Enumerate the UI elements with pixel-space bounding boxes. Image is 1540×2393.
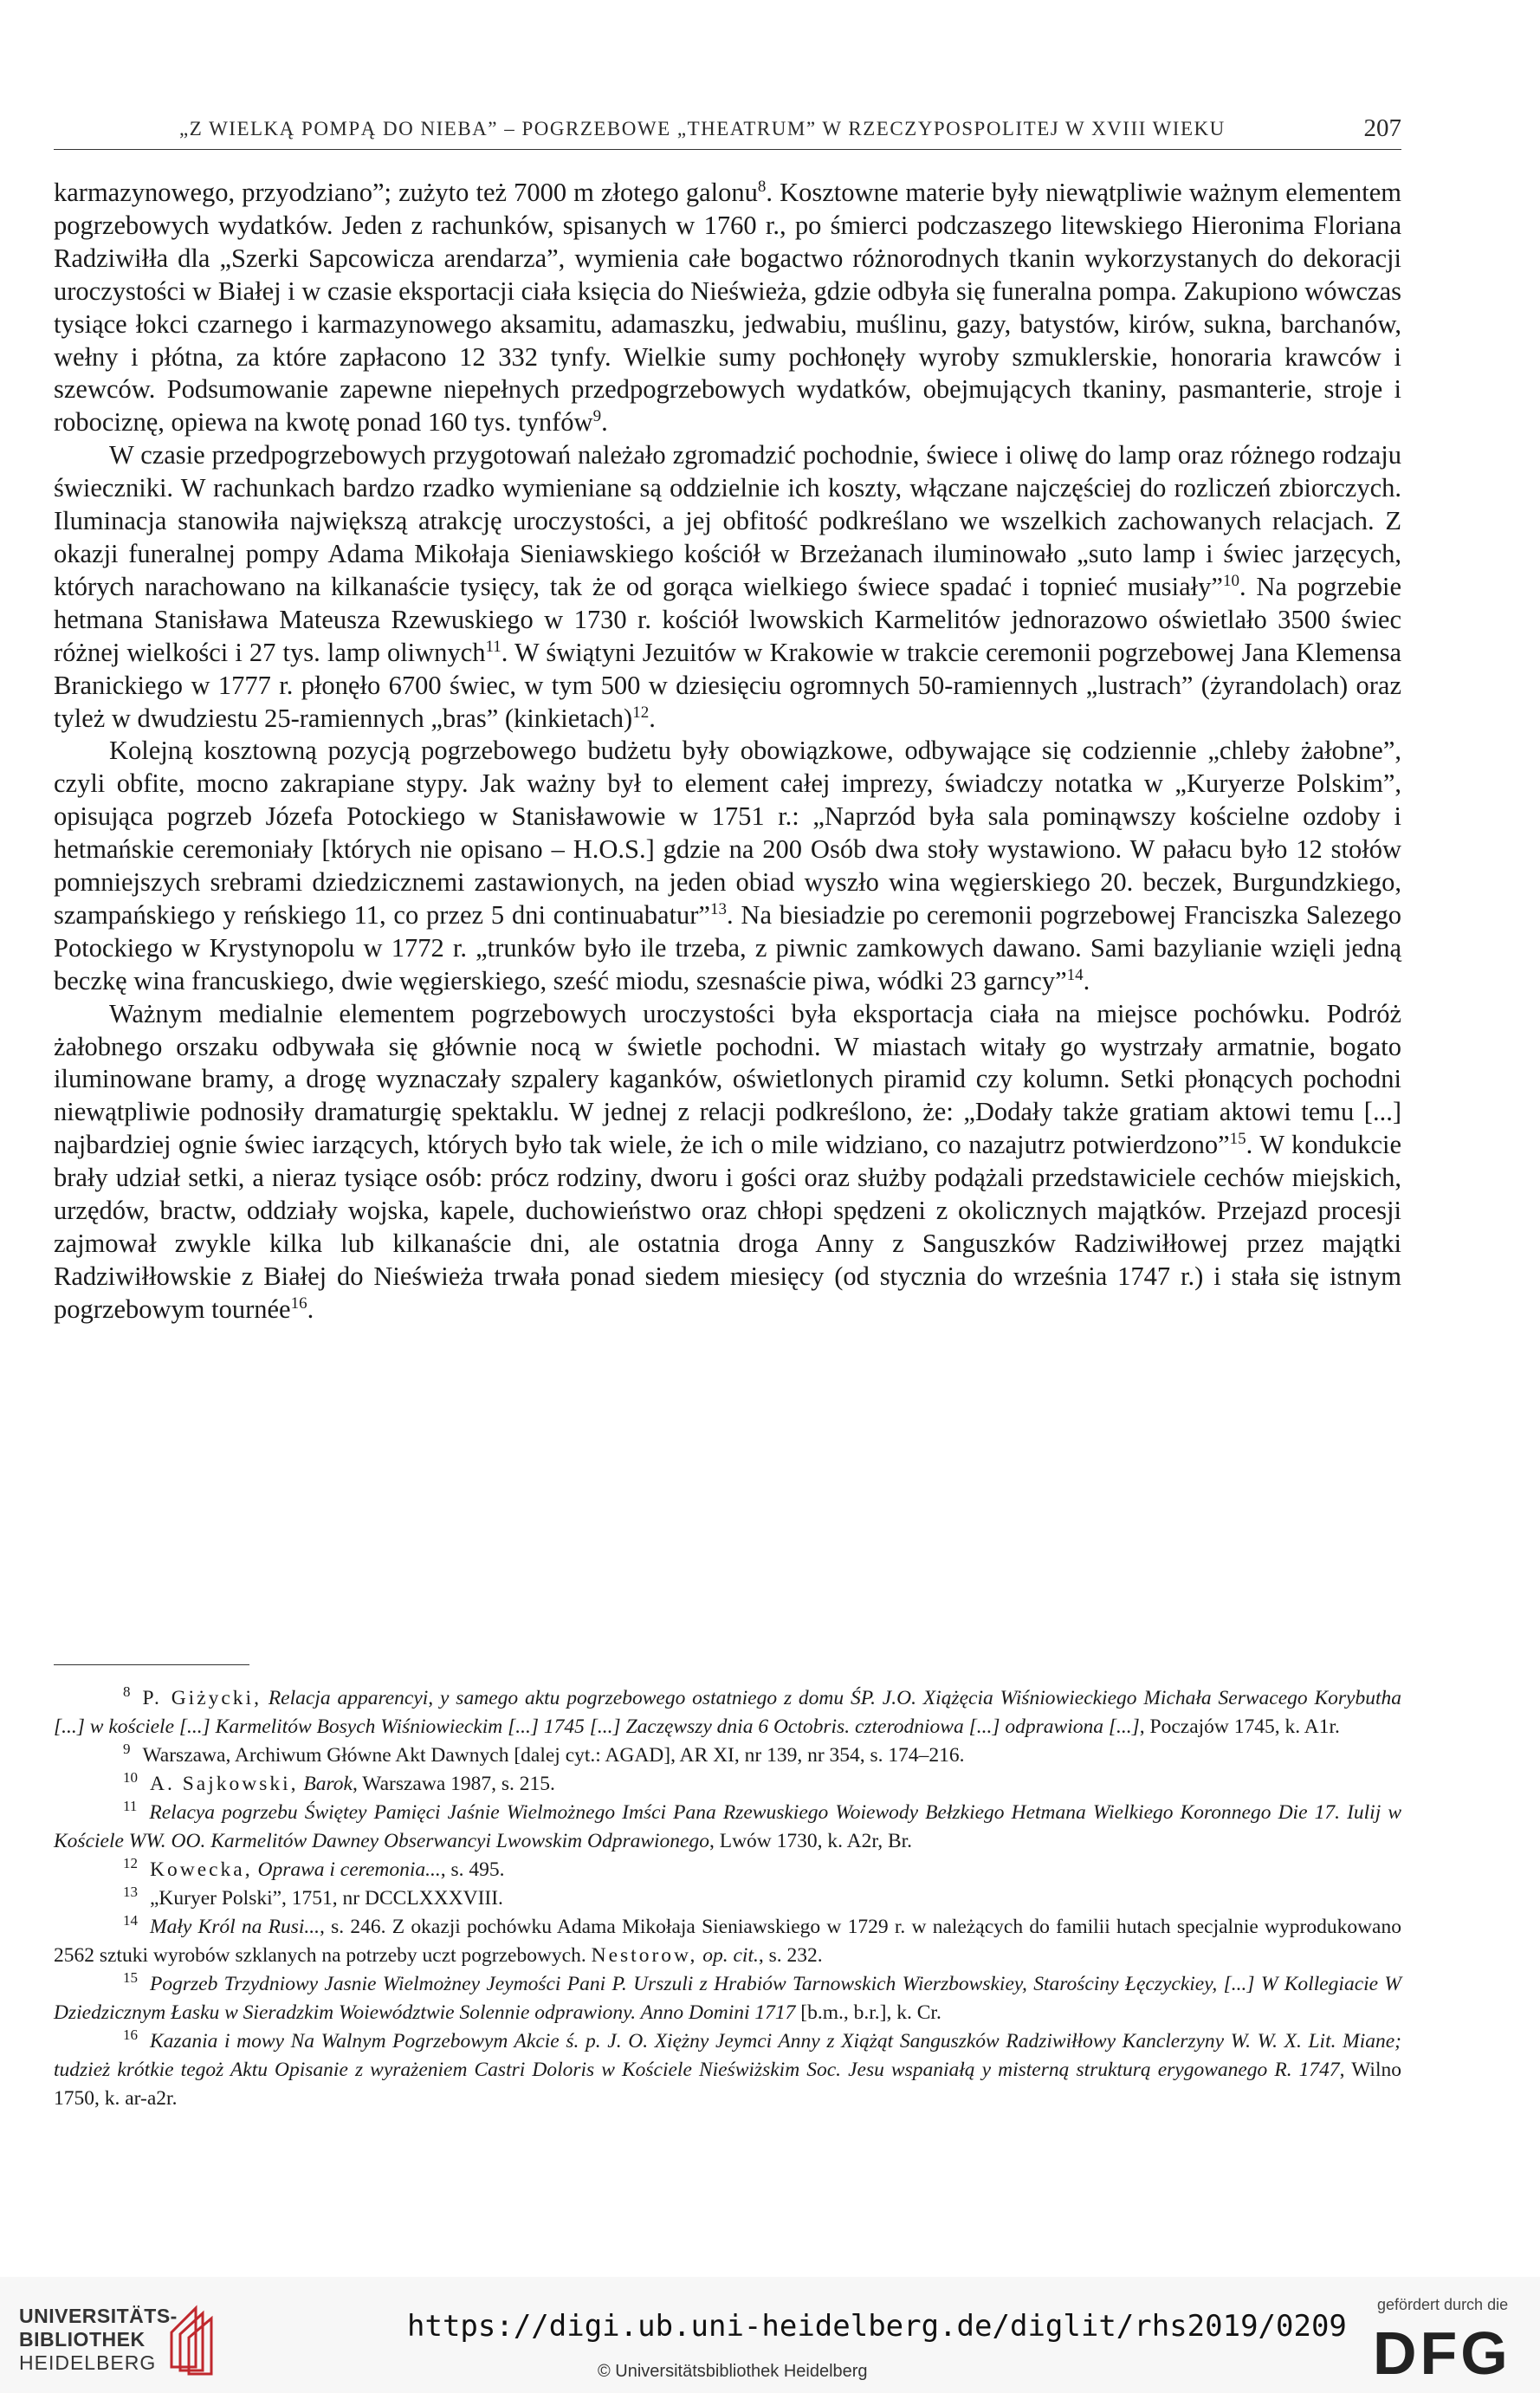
footnote-text: , Warszawa 1987, s. 215. — [352, 1773, 555, 1795]
main-text — [54, 177, 1401, 1326]
footnote-author: Kowecka, — [150, 1858, 253, 1881]
footnote-text: , s. 246. Z okazji pochówku Adama Mikołaja Sieniawskiego w 1729 r. w należących do familii hutach specjalnie wyprodukowano 2562 sztuki wyrobów szklanych na potrzeby uczt pogrzebowych. — [54, 1916, 1401, 1967]
library-name-line: UNIVERSITÄTS- — [19, 2305, 178, 2327]
footnote-14 — [54, 1913, 1401, 1970]
footnote-number: 15 — [123, 1969, 138, 1987]
footnote-ref[interactable]: 11 — [485, 637, 501, 656]
paragraph-4 — [54, 998, 1401, 1326]
footnote-9 — [54, 1741, 1401, 1770]
text-run: . — [1083, 965, 1090, 995]
footnote-15 — [54, 1970, 1401, 2027]
text-run: Ważnym medialnie elementem pogrzebowych uroczystości była eksportacja ciała na miejsce pochówku. Podróż żałobnego orszaku odbywała się głównie nocą w świetle pochodni. W miastach witały go wystrzały armatnie, bogato iluminowane bramy, a drogę wyznaczały szpalery kaganków, oświetlonych piramid czy kolumn. Setki płonących pochodni niewątpliwie podnosiły dramaturgię spektaklu. W jednej z relacji podkreślono, że: „Dodały także gratiam aktowi temu [...] najbardziej ognie świec iarzących, których było tak wiele, że ich o mile widziano, co nazajutrz potwierdzono” — [54, 998, 1401, 1160]
footnote-ref[interactable]: 12 — [632, 703, 650, 722]
text-run: . — [601, 407, 608, 438]
library-logo[interactable] — [19, 2305, 178, 2375]
footnote-ref[interactable]: 16 — [290, 1294, 307, 1313]
text-run: . W świątyni Jezuitów w Krakowie w trakcie ceremonii pogrzebowej Jana Klemensa Branickiego w 1777 r. płonęło 6700 świec, w tym 500 w dziesięciu ogromnych 50-ramiennych „lustrach” (żyrandolach) oraz tyleż w dwudziestu 25-ramiennych „bras” (kinkietach) — [54, 637, 1402, 733]
copyright-notice: © Universitätsbibliothek Heidelberg — [598, 2362, 868, 2381]
footnote-title: Kazania i mowy Na Walnym Pogrzebowym Akcie ś. p. J. O. Xiężny Jeymci Anny z Xiążąt Sanguszków Radziwiłłowy Kanclerzyny W. W. X. Lit. Miane; tudzież krótkie tegoż Aktu Opisanie z wyrażeniem Castri Doloris w Kościele Nieświżskim Soc. Jesu wspaniałą y misterną strukturą erygowanego R. 1747 — [54, 2030, 1401, 2081]
footnote-ref[interactable]: 10 — [1222, 571, 1239, 590]
library-name-line: HEIDELBERG — [19, 2351, 157, 2374]
text-run: . Kosztowne materie były niewątpliwie ważnym elementem pogrzebowych wydatków. Jeden z rachunków, spisanych w 1760 r., po śmierci podczaszego litewskiego Hieronima Floriana Radziwiłła dla „Szerki Sapcowicza arendarza”, wymienia całe bogactwo różnorodnych tkanin wykorzystanych do dekoracji uroczystości w Białej i w czasie eksportacji ciała księcia do Nieświeża, gdzie odbyła się funeralna pompa. Zakupiono wówczas tysiące łokci czarnego i karmazynowego aksamitu, adamaszku, jedwabiu, muślinu, gazy, batystów, kirów, sukna, barchanów, wełny i płótna, za które zapłacono 12 332 tynfy. Wielkie sumy pochłonęły wyroby szmuklerskie, honoraria krawców i szewców. Podsumowanie zapewne niepełnych przedpogrzebowych wydatków, obejmujących tkaniny, pasmanterie, stroje i robociznę, opiewa na kwotę ponad 160 tys. tynfów — [54, 178, 1401, 438]
paragraph-2 — [54, 439, 1401, 735]
footnote-text: , Lwów 1730, k. A2r, Br. — [709, 1830, 913, 1852]
footnote-ref[interactable]: 15 — [1229, 1130, 1246, 1149]
footnote-13 — [54, 1884, 1401, 1913]
text-run: karmazynowego, przyodziano”; zużyto też 7000 m złotego galonu — [54, 178, 758, 207]
footnote-ref[interactable]: 9 — [592, 407, 602, 426]
running-title: „Z WIELKĄ POMPĄ DO NIEBA” – POGRZEBOWE „THEATRUM” W RZECZYPOSPOLITEJ W XVIII WIEKU — [179, 118, 1226, 139]
footnote-text: , Poczajów 1745, k. A1r. — [1139, 1715, 1340, 1738]
paragraph-1 — [54, 177, 1401, 439]
text-run: . W kondukcie brały udział setki, a nieraz tysiące osób: prócz rodziny, dworu i gości oraz służby podążali przedstawiciele cechów miejskich, urzędów, bractw, oddziały wojska, kapele, duchowieństwo oraz chłopi spędzeni z okolicznych majątków. Przejazd procesji zajmował zwykle kilka lub kilkanaście dni, ale ostatnia droga Anny z Sanguszków Radziwiłłowej przez majątki Radziwiłłowskie z Białej do Nieświeża trwała ponad siedem miesięcy (od stycznia do września 1747 r.) i stała się istnym pogrzebowym tournée — [54, 1130, 1401, 1324]
funding-note: gefördert durch die — [1377, 2296, 1509, 2313]
library-emblem-icon — [165, 2298, 217, 2376]
text-run: W czasie przedpogrzebowych przygotowań należało zgromadzić pochodnie, świece i oliwę do lamp oraz różnego rodzaju świeczniki. W rachunkach bardzo rzadko wymieniane są oddzielnie ich koszty, włączane najczęściej do rozliczeń zbiorczych. Iluminacja stanowiła największą atrakcję uroczystości, a jej obfitość podkreślano we wszelkich zachowanych relacjach. Z okazji funeralnej pompy Adama Mikołaja Sieniawskiego kościół w Brzeżanach iluminowało „suto lamp i świec jarzęcych, których narachowano na kilkanaście tysięcy, tak że od gorąca wielkiego świece spadać i topnieć musiały” — [54, 440, 1401, 601]
footnote-number: 11 — [123, 1798, 138, 1815]
footnote-number: 13 — [123, 1884, 138, 1901]
footnote-16 — [54, 2027, 1401, 2113]
footnote-title: Pogrzeb Trzydniowy Jasnie Wielmożney Jeymości Pani P. Urszuli z Hrabiów Tarnowskich Wierzbowskiey, Starościny Łęczyckiey, [...] W Kollegiacie W Dziedzicznym Łasku w Sieradzkim Woiewództwie Solennie odprawiony. Anno Domini 1717 — [54, 1973, 1401, 2024]
text-run: Kolejną kosztowną pozycją pogrzebowego budżetu były obowiązkowe, odbywające się codziennie „chleby żałobne”, czyli obfite, mocno zakrapiane stypy. Jak ważny był to element całej imprezy, świadczy notatka w „Kuryerze Polskim”, opisująca pogrzeb Józefa Potockiego w Stanisławowie w 1751 r.: „Naprzód była sala pominąwszy kościelne ozdoby i hetmańskie ceremoniały [których nie opisano – H.O.S.] gdzie na 200 Osób dwa stoły wystawiono. W pałacu było 12 stołów pomniejszych srebrami dziedzicznemi zastawionych, na jeden obiad wyszło wina węgierskiego 20. beczek, Burgundzkiego, szampańskiego y reńskiego 11, co przez 5 dni continuabatur” — [54, 736, 1401, 930]
footnote-text: , Wilno 1750, k. ar-a2r. — [54, 2059, 1401, 2110]
footnote-text: „Kuryer Polski”, 1751, nr DCCLXXXVIII. — [150, 1887, 503, 1910]
footnote-text: Warszawa, Archiwum Główne Akt Dawnych [dalej cyt.: AGAD], AR XI, nr 139, nr 354, s. 174–216. — [142, 1744, 965, 1767]
footnote-number: 14 — [123, 1912, 138, 1929]
library-name-line: BIBLIOTHEK — [19, 2328, 146, 2351]
footnote-text: , s. 495. — [440, 1858, 505, 1881]
footnote-title: Relacya pogrzebu Świętey Pamięci Jaśnie Wielmożnego Imści Pana Rzewuskiego Woiewody Bełzkiego Hetmana Wielkiego Koronnego Die 17. Iulij w Kościele WW. OO. Karmelitów Dawney Obserwancyi Lwowskim Odprawionego — [54, 1801, 1401, 1852]
footnote-title: Barok — [303, 1773, 353, 1795]
footnote-number: 12 — [123, 1855, 138, 1872]
permalink-url[interactable]: https://digi.ub.uni-heidelberg.de/diglit/rhs2019/0209 — [407, 2309, 1347, 2344]
footnote-title: Oprawa i ceremonia... — [257, 1858, 441, 1881]
footnote-number: 8 — [123, 1683, 131, 1701]
paragraph-3 — [54, 735, 1401, 997]
footnote-11 — [54, 1799, 1401, 1856]
footnote-author: P. Giżycki, — [142, 1687, 262, 1709]
page-number: 207 — [1363, 114, 1401, 142]
footnote-title: Mały Król na Rusi... — [150, 1916, 320, 1938]
footnote-ref[interactable]: 13 — [709, 899, 727, 918]
text-run: . Na pogrzebie hetmana Stanisława Mateusza Rzewuskiego w 1730 r. kościół lwowskich Karmelitów jednorazowo oświetlało 3500 świec różnej wielkości i 27 tys. lamp oliwnych — [54, 571, 1402, 667]
footnote-number: 10 — [123, 1769, 138, 1787]
footnote-title: op. cit. — [702, 1944, 759, 1967]
footnote-text: [b.m., b.r.], k. Cr. — [795, 2001, 941, 2024]
footnote-ref[interactable]: 14 — [1066, 965, 1084, 984]
footnote-title: Relacja apparencyi, y samego aktu pogrzebowego ostatniego z domu ŚP. J.O. Xiążęcia Wiśniowieckiego Michała Serwacego Korybutha [...] w kościele [...] Karmelitów Bosych Wiśniowieckim [...] 1745 [...] Zaczęwszy dnia 6 Octobris. czterodniowa [...] odprawiona [...] — [54, 1687, 1402, 1738]
text-run: . Na biesiadzie po ceremonii pogrzebowej Franciszka Salezego Potockiego w Krystynopolu w 1772 r. „trunków było ile trzeba, z piwnic zamkowych dawano. Sami bazylianie wzięli jedną beczkę wina francuskiego, dwie węgierskiego, sześć miodu, szesnaście piwa, wódki 23 garncy” — [54, 899, 1401, 995]
footnote-author: A. Sajkowski, — [150, 1773, 299, 1795]
header-rule — [54, 149, 1401, 150]
footnote-ref[interactable]: 8 — [757, 177, 767, 196]
footnote-number: 9 — [123, 1741, 131, 1758]
text-run: . — [307, 1294, 314, 1324]
dfg-logo[interactable]: DFG — [1373, 2319, 1511, 2387]
footnotes — [54, 1684, 1401, 2113]
footnote-author: Nestorow, — [591, 1944, 698, 1967]
footnote-12 — [54, 1856, 1401, 1884]
text-run: . — [649, 703, 656, 733]
footnote-rule — [54, 1664, 249, 1665]
footnote-10 — [54, 1770, 1401, 1799]
footnote-text: , s. 232. — [758, 1944, 823, 1967]
footnote-number: 16 — [123, 2027, 138, 2044]
footnote-8 — [54, 1684, 1401, 1741]
